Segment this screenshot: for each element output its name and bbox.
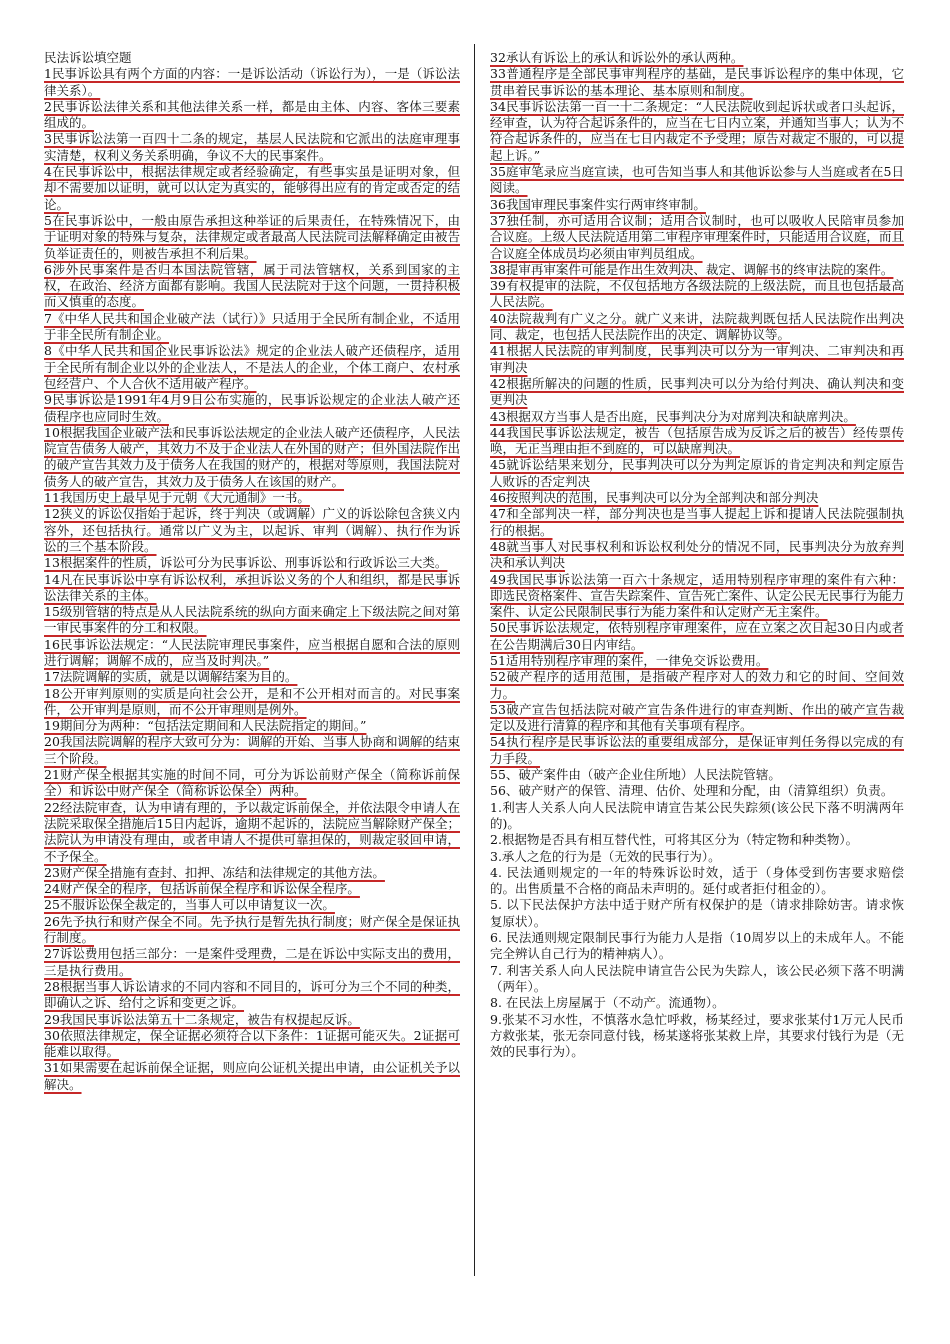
right-item-15 (490, 506, 904, 539)
left-item-19 (44, 718, 460, 734)
left-item-13 (44, 555, 460, 571)
item-text: 10根据我国企业破产法和民事诉讼法规定的企业法人破产还债程序，人民法院宣告债务人破产，其效力不及于企业法人在外国的财产；但外国法院作出的破产宣告其效力及于债务人在我国的财产的，根据对等原则，我国法院对债务人的破产宣告，其效力及于债务人在该国的财产。 (44, 424, 460, 489)
item-text: 35庭审笔录应当庭宣读，也可告知当事人和其他诉讼参与人当庭或者在5日阅读。 (490, 164, 904, 196)
right-item-24 (490, 783, 904, 799)
right-item-9 (490, 343, 904, 376)
item-text: 4. 民法通则规定的一年的特殊诉讼时效，适于（身体受到伤害要求赔偿的。出售质量不合格的商品未声明的。延付或者拒付租金的）。 (490, 864, 904, 897)
item-text: 民法诉讼填空题 (44, 50, 132, 65)
item-text: 7《中华人民共和国企业破产法（试行）》只适用于全民所有制企业，不适用于非全民所有制企业。 (44, 310, 460, 343)
item-text: 33普通程序是全部民事审判程序的基础，是民事诉讼程序的集中体现，它贯串着民事诉讼的基本理论、基本原则和制度。 (490, 66, 904, 98)
left-item-17 (44, 669, 460, 685)
item-text: 55、破产案件由（破产企业住所地）人民法院管辖。 (490, 767, 781, 783)
item-text: 9民事诉讼是1991年4月9日公布实施的，民事诉讼规定的企业法人破产还债程序也应同时生效。 (44, 392, 460, 424)
item-text: 54执行程序是民事诉讼法的重要组成部分，是保证审判任务得以完成的有力手段。 (490, 734, 904, 766)
item-text: 24财产保全的程序，包括诉前保全程序和诉讼保全程序。 (44, 881, 360, 897)
item-text: 43根据双方当事人是否出庭，民事判决分为对席判决和缺席判决。 (490, 408, 856, 424)
item-text: 50民事诉讼法规定，依特别程序审理案件，应在立案之次日起30日内或者在公告期满后30日内审结。 (490, 620, 904, 652)
item-text: 7. 利害关系人向人民法院申请宣告公民为失踪人，该公民必须下落不明满（两年）。 (490, 962, 904, 994)
item-text: 52破产程序的适用范围，是指破产程序对人的效力和它的时间、空间效力。 (490, 669, 904, 701)
item-text: 22经法院审查，认为申请有理的，予以裁定诉前保全，并依法限令申请人在法院采取保全措施后15日内起诉，逾期不起诉的，法院应当解除财产保全；法院认为申请没有理由，或者申请人不提供可靠担保的，则裁定驳回申请，不予保全。 (44, 799, 460, 864)
left-item-7 (44, 311, 460, 344)
left-item-16 (44, 637, 460, 670)
item-text: 37独任制，亦可适用合议制；适用合议制时，也可以吸收人民陪审员参加合议庭。上级人民法院适用第二审程序审理案件时，只能适用合议庭，而且合议庭全体成员均必须由审判员组成。 (490, 212, 904, 261)
left-item-3 (44, 131, 460, 164)
item-text: 56、破产财产的保管、清理、估价、处理和分配，由（清算组织）负责。 (490, 783, 894, 799)
item-text: 21财产保全根据其实施的时间不同，可分为诉讼前财产保全（简称诉前保全）和诉讼中财产保全（简称诉讼保全）两种。 (44, 767, 460, 799)
column-divider (474, 44, 475, 1276)
left-item-9 (44, 392, 460, 425)
item-text: 11我国历史上最早见于元朝《大元通制》一书。 (44, 490, 310, 506)
item-text: 49我国民事诉讼法第一百六十条规定，适用特别程序审理的案件有六种：即选民资格案件、宣告失踪案件、宣告死亡案件、认定公民无民事行为能力案件、认定公民限制民事行为能力案件和认定财产无主案件。 (490, 571, 904, 620)
item-text: 14凡在民事诉讼中享有诉讼权利，承担诉讼义务的个人和组织，都是民事诉讼法律关系的主体。 (44, 571, 460, 603)
right-item-11 (490, 409, 904, 425)
item-text: 31如果需要在起诉前保全证据，则应向公证机关提出申请，由公证机关予以解决。 (44, 1060, 460, 1092)
item-text: 45就诉讼结果来划分，民事判决可以分为判定原诉的肯定判决和判定原告人败诉的否定判决 (490, 457, 904, 489)
right-item-29 (490, 897, 904, 930)
right-item-21 (490, 702, 904, 735)
item-text: 46按照判决的范围，民事判决可以分为全部判决和部分判决 (490, 490, 819, 506)
item-text: 47和全部判决一样，部分判决也是当事人提起上诉和提请人民法院强制执行的根据。 (490, 506, 904, 538)
item-text: 41根据人民法院的审判制度，民事判决可以分为一审判决、二审判决和再审判决 (490, 343, 904, 375)
right-item-33 (490, 1012, 904, 1061)
right-item-27 (490, 849, 904, 865)
right-item-22 (490, 734, 904, 767)
item-text: 44我国民事诉讼法规定，被告（包括原告成为反诉之后的被告）经传票传唤，无正当理由拒不到庭的，可以缺席判决。 (490, 424, 904, 457)
right-item-0 (490, 50, 904, 66)
right-item-5 (490, 213, 904, 262)
item-text: 30依照法律规定，保全证据必须符合以下条件：1证据可能灭失。2证据可能难以取得。 (44, 1027, 460, 1060)
left-item-20 (44, 734, 460, 767)
item-text: 19期间分为两种：“包括法定期间和人民法院指定的期间。” (44, 718, 367, 734)
item-text: 8. 在民法上房屋属于（不动产。流通物）。 (490, 995, 725, 1011)
item-text: 26先予执行和财产保全不同。先予执行是暂先执行制度；财产保全是保证执行制度。 (44, 913, 460, 946)
item-text: 51适用特别程序审理的案件，一律免交诉讼费用。 (490, 652, 769, 668)
right-item-23 (490, 767, 904, 783)
item-text: 48就当事人对民事权利和诉讼权利处分的情况不同，民事判决分为放弃判决和承认判决 (490, 538, 904, 571)
item-text: 5. 以下民法保护方法中适于财产所有权保护的是（请求排除妨害。请求恢复原状）。 (490, 897, 904, 929)
right-item-16 (490, 539, 904, 572)
left-column (44, 50, 460, 1093)
item-text: 25不服诉讼保全裁定的，当事人可以申请复议一次。 (44, 897, 335, 913)
left-item-2 (44, 99, 460, 132)
item-text: 2.根据物是否具有相互替代性，可将其区分为（特定物和种类物）。 (490, 832, 859, 848)
right-item-2 (490, 99, 904, 164)
right-item-6 (490, 262, 904, 278)
right-item-28 (490, 865, 904, 898)
left-item-14 (44, 572, 460, 605)
left-item-5 (44, 213, 460, 262)
item-text: 34民事诉讼法第一百一十二条规定：“人民法院收到起诉状或者口头起诉，经审查，认为符合起诉条件的，应当在七日内立案，并通知当事人；认为不符合起诉条件的，应当在七日内裁定不予受理；原告对裁定不服的，可以提起上诉。” (490, 98, 904, 163)
right-item-31 (490, 963, 904, 996)
left-item-10 (44, 425, 460, 490)
left-item-6 (44, 262, 460, 311)
item-text: 6涉外民事案件是否归本国法院管辖，属于司法管辖权，关系到国家的主权，在政治、经济方面都有影响。我国人民法院对于这个问题，一贯持积极而又慎重的态度。 (44, 261, 460, 310)
item-text: 20我国法院调解的程序大致可分为：调解的开始、当事人协商和调解的结束三个阶段。 (44, 734, 460, 766)
item-text: 53破产宣告包括法院对破产宣告条件进行的审查判断、作出的破产宣告裁定以及进行清算的程序和其他有关事项有程序。 (490, 701, 904, 734)
left-item-29 (44, 1012, 460, 1028)
right-item-7 (490, 278, 904, 311)
item-text: 36我国审理民事案件实行两审终审制。 (490, 196, 706, 212)
right-item-25 (490, 800, 904, 833)
item-text: 29我国民事诉讼法第五十二条规定，被告有权提起反诉。 (44, 1011, 360, 1027)
right-item-1 (490, 66, 904, 99)
left-item-18 (44, 686, 460, 719)
left-item-24 (44, 881, 460, 897)
right-item-18 (490, 620, 904, 653)
item-text: 18公开审判原则的实质是向社会公开，是和不公开相对而言的。对民事案件，公开审判是原则，而不公开审理则是例外。 (44, 685, 460, 717)
left-item-25 (44, 897, 460, 913)
item-text: 2民事诉讼法律关系和其他法律关系一样，都是由主体、内容、客体三要素组成的。 (44, 98, 460, 131)
item-text: 38提审再审案件可能是作出生效判决、裁定、调解书的终审法院的案件。 (490, 261, 894, 277)
item-text: 27诉讼费用包括三部分：一是案件受理费，二是在诉讼中实际支出的费用，三是执行费用。 (44, 946, 460, 978)
item-text: 42根据所解决的问题的性质，民事判决可以分为给付判决、确认判决和变更判决 (490, 375, 904, 408)
right-item-13 (490, 457, 904, 490)
left-item-31 (44, 1060, 460, 1093)
item-text: 6. 民法通则规定限制民事行为能力人是指（10周岁以上的未成年人。不能完全辨认自己行为的精神病人）。 (490, 930, 904, 962)
item-text: 3民事诉讼法第一百四十二条的规定，基层人民法院和它派出的法庭审理事实清楚，权利义务关系明确，争议不大的民事案件。 (44, 131, 460, 163)
item-text: 16民事诉讼法规定：“人民法院审理民事案件，应当根据自愿和合法的原则进行调解；调解不成的，应当及时判决。” (44, 636, 460, 668)
left-item-23 (44, 865, 460, 881)
left-item-28 (44, 979, 460, 1012)
left-item-15 (44, 604, 460, 637)
left-item-30 (44, 1028, 460, 1061)
item-text: 1民事诉讼具有两个方面的内容：一是诉讼活动（诉讼行为），一是（诉讼法律关系）。 (44, 66, 460, 98)
left-item-4 (44, 164, 460, 213)
item-text: 8《中华人民共和国企业民事诉讼法》规定的企业法人破产还债程序，适用于全民所有制企业以外的企业法人，不是法人的企业，个体工商户、农村承包经营户、个人合伙不适用破产程序。 (44, 343, 460, 391)
item-text: 12狭义的诉讼仅指始于起诉，终于判决（或调解）广义的诉讼除包含狭义内容外，还包括执行。通常以广义为主，以起诉、审判（调解）、执行作为诉讼的三个基本阶段。 (44, 506, 460, 554)
left-item-0 (44, 50, 460, 66)
item-text: 4在民事诉讼中，根据法律规定或者经验确定，有些事实虽是证明对象，但却不需要加以证明，就可以认定为真实的，能够得出应有的肯定或否定的结论。 (44, 164, 460, 212)
right-item-26 (490, 832, 904, 848)
item-text: 23财产保全措施有查封、扣押、冻结和法律规定的其他方法。 (44, 864, 385, 880)
item-text: 9.张某不习水性，不慎落水急忙呼救，杨某经过，要求张某付1万元人民币方救张某，张无奈同意付钱，杨某遂将张某救上岸，其要求付钱行为是（无效的民事行为）。 (490, 1011, 904, 1060)
left-item-26 (44, 914, 460, 947)
right-item-4 (490, 197, 904, 213)
left-item-1 (44, 66, 460, 99)
item-text: 28根据当事人诉讼请求的不同内容和不同目的，诉可分为三个不同的种类，即确认之诉、给付之诉和变更之诉。 (44, 978, 460, 1011)
right-item-19 (490, 653, 904, 669)
right-column (490, 50, 904, 1060)
left-item-12 (44, 506, 460, 555)
item-text: 13根据案件的性质，诉讼可分为民事诉讼、刑事诉讼和行政诉讼三大类。 (44, 555, 448, 571)
item-text: 3.承人之危的行为是（无效的民事行为）。 (490, 848, 721, 864)
right-item-3 (490, 164, 904, 197)
right-item-30 (490, 930, 904, 963)
right-item-12 (490, 425, 904, 458)
right-item-32 (490, 995, 904, 1011)
left-item-22 (44, 800, 460, 865)
right-item-8 (490, 311, 904, 344)
item-text: 40法院裁判有广义之分。就广义来讲，法院裁判既包括人民法院作出判决同、裁定，也包括人民法院作出的决定、调解协议等。 (490, 310, 904, 343)
item-text: 32承认有诉讼上的承认和诉讼外的承认两种。 (490, 50, 744, 65)
left-item-11 (44, 490, 460, 506)
right-item-20 (490, 669, 904, 702)
item-text: 1.利害人关系人向人民法院申请宣告某公民失踪须(该公民下落不明满两年的)。 (490, 799, 904, 831)
right-item-14 (490, 490, 904, 506)
left-item-8 (44, 343, 460, 392)
left-item-21 (44, 767, 460, 800)
right-item-10 (490, 376, 904, 409)
left-item-27 (44, 946, 460, 979)
item-text: 39有权提审的法院，不仅包括地方各级法院的上级法院，而且也包括最高人民法院。 (490, 278, 904, 310)
item-text: 15级别管辖的特点是从人民法院系统的纵向方面来确定上下级法院之间对第一审民事案件的分工和权限。 (44, 604, 460, 636)
right-item-17 (490, 572, 904, 621)
item-text: 5在民事诉讼中，一般由原告承担这种举证的后果责任，在特殊情况下，由于证明对象的特殊与复杂，法律规定或者最高人民法院司法解释确定由被告负举证责任的，则被告承担不利后果。 (44, 212, 460, 261)
item-text: 17法院调解的实质，就是以调解结案为目的。 (44, 669, 298, 685)
